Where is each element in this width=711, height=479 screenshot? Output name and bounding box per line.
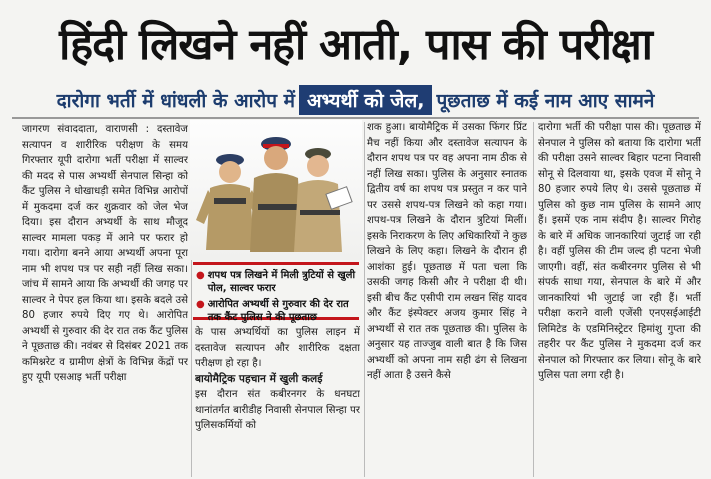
bullet-icon: ● (196, 270, 205, 281)
subheadline (0, 84, 711, 116)
article-column-2 (195, 325, 360, 479)
callout-item (196, 269, 356, 295)
article-column-4 (538, 120, 701, 479)
column-3-text: शक हुआ। बायोमैट्रिक में उसका फिंगर प्रिंट मैच नहीं किया और दस्तावेज सत्यापन के दौरान शपथ पत्र पर वह अपना नाम ठीक से नहीं लिख सका। पुलिस के अनुसार स्नातक द्वितीय वर्ष का शपथ पत्र प्रस्तुत न कर पाने पर उससे शपथ-पत्र लिखने को कहा गया। शपथ-पत्र लिखने के दौरान त्रुटियां मिलीं। इसके निराकरण के लिए अधिकारियों ने कुछ लिखने के लिए कहा। लिखने के दौरान ही आशंका हुई। पूछताछ में पता चला कि उसकी जगह किसी और ने परीक्षा दी थी। इसी बीच कैंट एसीपी राम लखन सिंह यादव और कैंट इंस्पेक्टर अजय कुमार सिंह ने अभ्यर्थी से रात तक पूछताछ की। पुलिस के अनुसार यह ताज्जुब वाली बात है कि जिस अभ्यर्थी को अपना नाम सही ढंग से लिखना नहीं आता है उसने कैसे (367, 122, 527, 381)
article-column-1 (22, 122, 188, 479)
column-1-text: जागरण संवाददाता, वाराणसी : दस्तावेज सत्यापन व शारीरिक परीक्षण के समय गिरफ्तार यूपी दारोगा भर्ती परीक्षा में साल्वर की मदद से पास अभ्यर्थी सेनपाल सिन्हा को कैंट पुलिस ने धोखाधड़ी समेत विभिन्न आरोपों में मुकदमा दर्ज कर शुक्रवार को जेल भेज दिया। इस दौरान अभ्यर्थी के साथ मौजूद साल्वर मामला पकड़ में आने पर फरार हो गया। दारोगा बनने आया अभ्यर्थी अपना पूरा नाम भी शपथ पत्र पर सही नहीं लिख सका। जांच में सामने आया कि अभ्यर्थी की जगह पर साल्वर ने पेपर हल किया था। इसके बदले उसे 80 हजार रुपये दिए गए थे। आरोपित अभ्यर्थी से गुरुवार की देर रात तक कैंट पुलिस ने पूछताछ की। नवंबर से दिसंबर 2021 तक कमिश्नरेट व ग्रामीण क्षेत्रों के विभिन्न केंद्रों पर हुए यूपी एसआइ भर्ती परीक्षा (22, 124, 188, 383)
subhead-highlight: अभ्यर्थी को जेल, (299, 85, 432, 115)
bullet-icon: ● (196, 299, 205, 310)
subhead-after: पूछताछ में कई नाम आए सामने (436, 90, 655, 112)
column-2-text-b: इस दौरान संत कबीरनगर के धनघटा थानांतर्गत बारीडीह निवासी सेनपाल सिन्हा पर पुलिसकर्मियों को (195, 389, 360, 431)
callout-text-2: आरोपित अभ्यर्थी से गुरुवार की देर रात तक कैंट पुलिस ने की पूछताछ (207, 299, 349, 323)
column-divider (533, 122, 534, 477)
callout-text-1: शपथ पत्र लिखने में मिली त्रुटियों से खुली पोल, साल्वर फरार (207, 270, 356, 294)
column-4-text: दारोगा भर्ती की परीक्षा पास की। पूछताछ में सेनपाल ने पुलिस को बताया कि दारोगा भर्ती की परीक्षा उसने साल्वर बिहार पटना निवासी सोनू से दिलवाया था, इसके एवज में सोनू ने 80 हजार रुपये लिए थे। उससे पूछताछ में पुलिस को कुछ नाम पुलिस के सामने आए हैं। इसमें एक नाम संदीप है। साल्वर गिरोह के बारे में अधिक जानकारियां जुटाई जा रही है। वहीं पुलिस की टीम जल्द ही पटना भेजी जाएगी। वहीं, संत कबीरनगर पुलिस से भी संपर्क साधा गया, सेनपाल के बारे में और जानकारियां भी जुटाई जा रही हैं। भर्ती परीक्षा कराने वाली एजेंसी एनएसईआईटी लिमिटेड के एडमिनिस्ट्रेटर हिमांशु गुप्ता की तहरीर पर कैंट पुलिस ने मुकदमा दर्ज कर सेनपाल को गिरफ्तार कर लिया। सोनू के बारे पुलिस पता लगा रही है। (538, 122, 701, 381)
divider-rule (12, 117, 699, 119)
callout-item (196, 298, 356, 324)
police-illustration-icon (190, 120, 362, 260)
article-column-3 (367, 120, 527, 479)
subhead-before: दारोगा भर्ती में धांधली के आरोप में (56, 90, 295, 112)
headline: हिंदी लिखने नहीं आती, पास की परीक्षा (59, 19, 652, 70)
callout-box (193, 262, 359, 323)
column-divider (364, 122, 365, 477)
police-officers-illustration (190, 120, 362, 260)
subheading: बायोमैट्रिक पहचान में खुली कलई (195, 372, 323, 385)
column-2-text-a: के पास अभ्यर्थियों का पुलिस लाइन में दस्तावेज सत्यापन और शारीरिक दक्षता परीक्षण हो रहा है। (195, 327, 360, 369)
